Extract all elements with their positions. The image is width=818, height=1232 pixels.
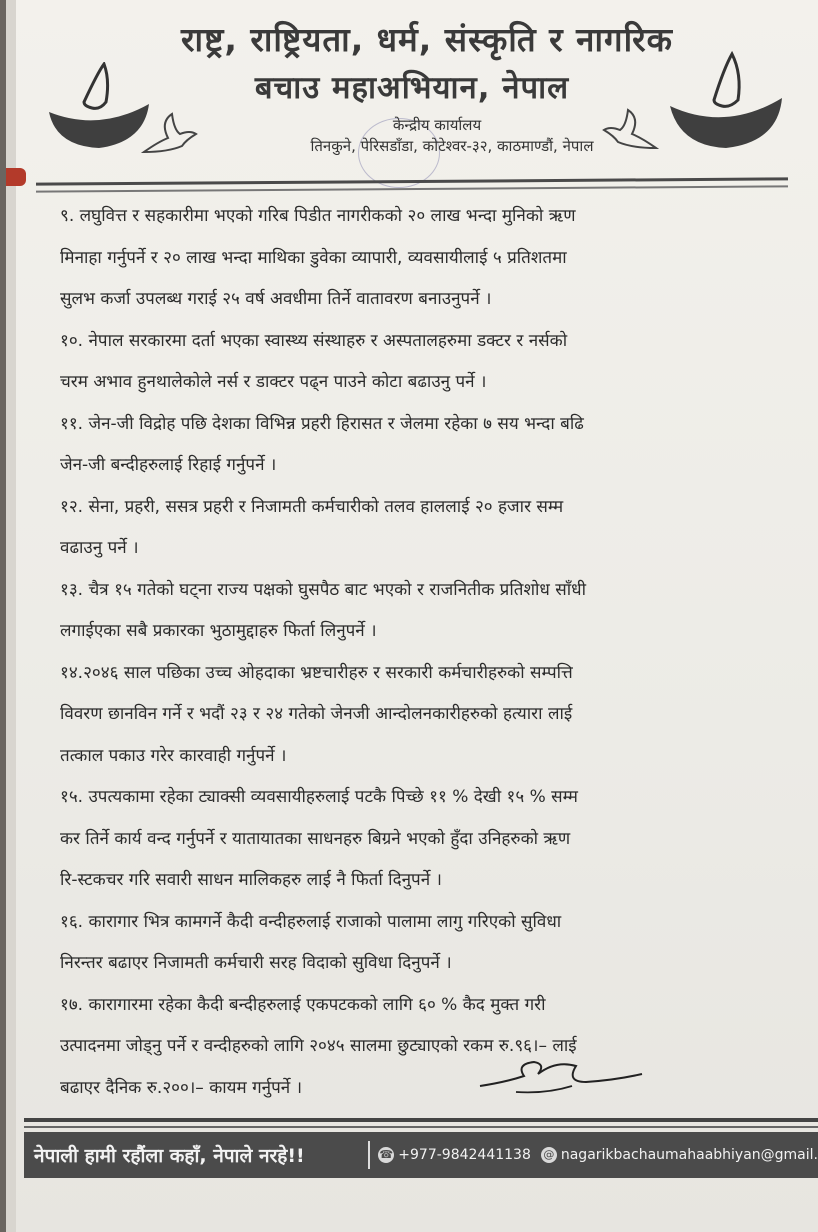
text-line: सुलभ कर्जा उपलब्ध गराई २५ वर्ष अवधीमा तिर्ने वातावरण बनाउनुपर्ने ।	[60, 289, 492, 309]
text-line: उत्पादनमा जोड्नु पर्ने र वन्दीहरुको लागि २०४५ सालमा छुट्याएको रकम रु.९६।– लाई	[60, 1036, 577, 1056]
demands-text	[60, 196, 760, 1109]
footer-band	[24, 1132, 818, 1178]
text-line: १४.२०४६ साल पछिका उच्च ओहदाका भ्रष्टचारीहरु र सरकारी कर्मचारीहरुको सम्पत्ति	[60, 662, 573, 683]
text-line: १३. चैत्र १५ गतेको घट्ना राज्य पक्षको घुसपैठ बाट भएको र राजनितीक प्रतिशोध साँधी	[60, 579, 587, 600]
text-line: चरम अभाव हुनथालेकोले नर्स र डाक्टर पढ्न पाउने कोटा बढाउनु पर्ने ।	[60, 372, 487, 392]
text-line: जेन-जी बन्दीहरुलाई रिहाई गर्नुपर्ने ।	[60, 455, 277, 475]
footer-divider	[24, 1118, 818, 1122]
office-label: केन्द्रीय कार्यालय	[392, 116, 482, 134]
text-line: १६. कारागार भित्र कामगर्ने कैदी वन्दीहरुलाई राजाको पालामा लागु गरिएको सुविधा	[60, 911, 562, 932]
text-line: ९. लघुवित्त र सहकारीमा भएको गरिब पिडीत नागरीकको २० लाख भन्दा मुनिको ऋण	[60, 206, 576, 226]
document-page	[6, 0, 818, 1232]
text-line: १०. नेपाल सरकारमा दर्ता भएका स्वास्थ्य संस्थाहरु र अस्पतालहरुमा डक्टर र नर्सको	[60, 330, 568, 351]
text-line: तत्काल पकाउ गरेर कारवाही गर्नुपर्ने ।	[60, 745, 287, 766]
text-line: वढाउनु पर्ने ।	[60, 538, 139, 558]
text-line: विवरण छानविन गर्ने र भदौं २३ र २४ गतेको जेनजी आन्दोलनकारीहरुको हत्यारा लाई	[60, 704, 573, 724]
email-address: nagarikbachaumahaabhiyan@gmail.	[560, 1147, 818, 1163]
email-icon: @	[541, 1147, 557, 1163]
text-line: ११. जेन-जी विद्रोह पछि देशका विभिन्न प्रहरी हिरासत र जेलमा रहेका ७ सय भन्दा बढि	[60, 413, 584, 434]
text-line: १७. कारागारमा रहेका कैदी बन्दीहरुलाई एकपटकको लागि ६० % कैद मुक्त गरी	[60, 994, 546, 1015]
organization-title-line1: राष्ट्र, राष्ट्रियता, धर्म, संस्कृति र नागरिक	[181, 20, 673, 59]
text-line: कर तिर्ने कार्य वन्द गर्नुपर्ने र यातायातका साधनहरु बिग्रने भएको हुँदा उनिहरुको ऋण	[60, 828, 571, 849]
text-line: बढाएर दैनिक रु.२००।– कायम गर्नुपर्ने ।	[60, 1077, 303, 1098]
phone-number: +977-9842441138	[398, 1147, 531, 1163]
phone-icon: ☎	[379, 1148, 394, 1161]
footer-divider-thin	[24, 1126, 818, 1128]
text-line: रि-स्टकचर गरि सवारी साधन मालिकहरु लाई नै फिर्ता दिनुपर्ने ।	[60, 870, 442, 890]
footer-separator	[368, 1141, 370, 1169]
text-line: मिनाहा गर्नुपर्ने र २० लाख भन्दा माथिका डुवेका व्यापारी, व्यवसायीलाई ५ प्रतिशतमा	[60, 247, 567, 268]
text-line: १५. उपत्यकामा रहेका ट्याक्सी व्यवसायीहरुलाई पटकै पिच्छे ११ % देखी १५ % सम्म	[60, 787, 578, 807]
handwritten-signature	[476, 1052, 646, 1106]
text-line: १२. सेना, प्रहरी, ससत्र प्रहरी र निजामती कर्मचारीको तलव हाललाई २० हजार सम्म	[60, 496, 564, 517]
organization-title-line2: बचाउ महाअभियान, नेपाल	[254, 70, 570, 106]
text-line: निरन्तर बढाएर निजामती कर्मचारी सरह विदाको सुविधा दिनुपर्ने ।	[60, 953, 452, 973]
letterhead	[6, 0, 818, 200]
footer-slogan: नेपाली हामी रहौंला कहाँ, नेपाले नरहे!!	[34, 1145, 305, 1167]
text-line: लगाईएका सबै प्रकारका भुठामुद्दाहरु फिर्ता लिनुपर्ने ।	[60, 621, 377, 641]
office-address: तिनकुने, पेरिसडाँडा, कोटेश्वर-३२, काठमाण्डौं, नेपाल	[310, 137, 594, 155]
footer-email	[531, 1147, 818, 1163]
footer-phone	[378, 1147, 531, 1163]
